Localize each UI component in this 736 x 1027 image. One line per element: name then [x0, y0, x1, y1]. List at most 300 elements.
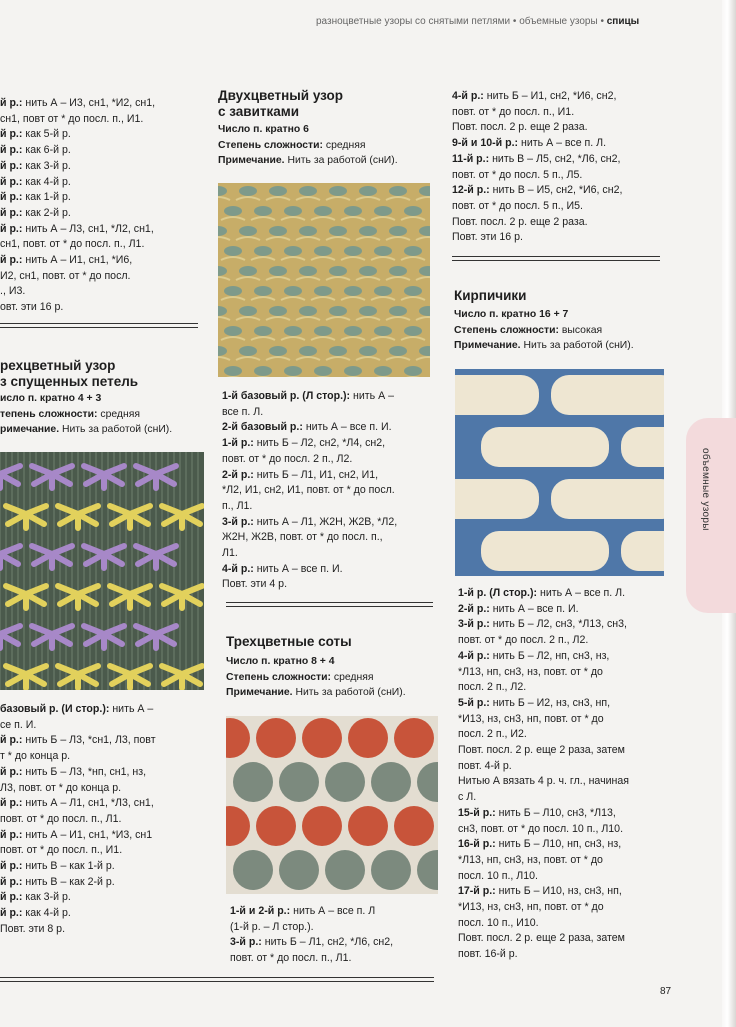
- row-text: Повт. эти 8 р.: [0, 922, 66, 935]
- swatch-three-color-dropped: [0, 452, 204, 690]
- row-text: повт. от * до посл. п., И1.: [452, 105, 575, 118]
- row-label: 3-й р.:: [230, 936, 262, 949]
- instruction-row: [458, 900, 629, 916]
- instruction-row: [0, 922, 208, 938]
- row-text: нить Б – Л2, сн2, *Л4, сн2,: [253, 437, 386, 450]
- instruction-row: [0, 222, 208, 238]
- stitch-dot: [224, 286, 242, 296]
- row-label: й р.:: [0, 222, 23, 235]
- instruction-row: [0, 718, 208, 734]
- row-text: как 4-й р.: [22, 175, 71, 188]
- instruction-row: [0, 796, 208, 812]
- row-text: *И13, нз, сн3, нп, повт. от * до: [458, 901, 604, 914]
- row-label: 3-й р.:: [222, 515, 254, 528]
- row-label: 1-й р. (Л стор.):: [458, 587, 538, 599]
- row-text: посл. 2 п., Л2.: [458, 681, 527, 694]
- stitch-dot: [344, 286, 362, 296]
- instruction-row: [0, 237, 208, 253]
- row-text: Нитью А вязать 4 р. ч. гл., начиная: [458, 775, 629, 788]
- mid-section-1-title: Двухцветный узор с завитками: [218, 88, 344, 119]
- stitch-dot: [254, 326, 272, 336]
- instruction-row: [0, 843, 208, 859]
- row-label: 4-й р.:: [222, 562, 254, 575]
- note: Примечание. Нить за работой (снИ).: [226, 687, 406, 698]
- stitch-dot: [404, 246, 422, 256]
- stitch-dot: [314, 286, 332, 296]
- instruction-row: [458, 916, 629, 932]
- stitch-dot: [224, 246, 242, 256]
- stitch-dot: [389, 226, 407, 236]
- row-label: 11-й р.:: [452, 152, 490, 165]
- row-text: нить А – все п. Л.: [518, 137, 607, 150]
- row-text: как 5-й р.: [22, 128, 71, 141]
- honeycomb-cell: [279, 762, 319, 802]
- instruction-row: [458, 633, 629, 649]
- instruction-row: [458, 617, 629, 633]
- stitch-dot: [344, 206, 362, 216]
- instruction-row: [0, 812, 208, 828]
- instruction-row: [458, 837, 629, 853]
- row-text: *И13, нз, сн3, нп, повт. от * до: [458, 712, 604, 725]
- row-label: 1-й и 2-й р.:: [230, 905, 291, 917]
- stitch-dot: [314, 366, 332, 376]
- instruction-row: [0, 143, 208, 159]
- row-text: *Л13, нп, сн3, нз, повт. от * до: [458, 853, 603, 866]
- row-text: как 1-й р.: [22, 191, 71, 204]
- row-text: нить Б – Л2, сн3, *Л13, сн3,: [489, 618, 627, 631]
- stitch-dot: [404, 326, 422, 336]
- header-breadcrumb-1: разноцветные узоры со снятыми петлями: [316, 16, 511, 27]
- difficulty: тепень сложности: средняя: [0, 408, 140, 420]
- row-text: повт. от * до посл. 5 п., И5.: [452, 199, 583, 212]
- right-rows: [458, 586, 629, 963]
- stitch-dot: [374, 246, 392, 256]
- row-label: й р.:: [0, 828, 23, 841]
- stitch-dot: [374, 206, 392, 216]
- row-text: нить А –: [109, 703, 154, 715]
- row-text: нить В – как 1-й р.: [22, 860, 115, 873]
- difficulty: Степень сложности: средняя: [218, 139, 366, 151]
- stitch-dot: [314, 326, 332, 336]
- instruction-row: [458, 586, 629, 602]
- left-top-rows: [0, 96, 208, 316]
- instruction-row: [0, 781, 208, 797]
- stitch-dot: [299, 306, 317, 316]
- row-text: нить А – Л1, сн1, *Л3, сн1,: [22, 797, 154, 810]
- honeycomb-cell: [394, 806, 434, 846]
- stitch-dot: [374, 366, 392, 376]
- row-text: И2, сн1, повт. от * до посл.: [0, 269, 131, 282]
- row-label: 16-й р.:: [458, 838, 496, 851]
- row-label: й р.:: [0, 144, 23, 157]
- right-section-title: Кирпичики: [454, 288, 527, 303]
- instruction-row: [452, 230, 622, 246]
- instruction-row: [222, 577, 397, 593]
- instruction-row: [458, 727, 629, 743]
- honeycomb-cell: [256, 806, 296, 846]
- stitch-dot: [359, 186, 377, 196]
- row-text: посл. 2 п., И2.: [458, 728, 527, 741]
- row-label: 17-й р.:: [458, 885, 496, 898]
- row-text: нить А – Л3, сн1, *Л2, сн1,: [22, 222, 154, 235]
- row-label: 12-й р.:: [452, 184, 490, 197]
- stitch-dot: [269, 266, 287, 276]
- section-divider: [0, 323, 198, 328]
- instruction-row: [452, 215, 622, 231]
- stitch-dot: [404, 206, 422, 216]
- stitch-dot: [404, 286, 422, 296]
- page-number: 87: [660, 986, 672, 997]
- stitch-dot: [224, 206, 242, 216]
- instruction-row: [0, 159, 208, 175]
- instruction-row: [458, 947, 629, 963]
- stitch-dot: [389, 266, 407, 276]
- mid-rows-2: [230, 904, 393, 967]
- instruction-row: [458, 853, 629, 869]
- instruction-row: [452, 183, 622, 199]
- row-text: повт. 16-й р.: [458, 948, 518, 961]
- stitch-dot: [314, 246, 332, 256]
- row-label: й р.:: [0, 891, 23, 904]
- instruction-row: [0, 127, 208, 143]
- row-text: нить В – Л5, сн2, *Л6, сн2,: [489, 152, 621, 165]
- instruction-row: [458, 665, 629, 681]
- row-text: нить Б – Л3, *нп, сн1, нз,: [22, 765, 147, 778]
- section-divider: [0, 977, 434, 982]
- row-text: Ж2Н, Ж2В, повт. от * до посл. п.,: [222, 531, 383, 544]
- instruction-row: [222, 389, 397, 405]
- brick: [551, 479, 664, 519]
- instruction-row: [458, 822, 629, 838]
- stitch-dot: [284, 286, 302, 296]
- section-side-tab: [686, 418, 736, 613]
- stitch-dot: [239, 306, 257, 316]
- honeycomb-cell: [233, 762, 273, 802]
- swatch-two-color-curls: [218, 183, 430, 377]
- instruction-row: [458, 602, 629, 618]
- stitch-dot: [389, 186, 407, 196]
- right-section-meta: [454, 307, 634, 354]
- honeycomb-cell: [302, 806, 342, 846]
- row-text: как 3-й р.: [22, 891, 71, 904]
- instruction-row: [230, 951, 393, 967]
- stitch-dot: [374, 286, 392, 296]
- row-text: нить А – все п. Л.: [537, 587, 626, 599]
- stitch-count: Число п. кратно 16 + 7: [454, 309, 569, 320]
- honeycomb-cell: [394, 718, 434, 758]
- instruction-row: [222, 436, 397, 452]
- row-text: нить Б – Л1, И1, сн2, И1,: [253, 468, 379, 481]
- honeycomb-cell: [233, 850, 273, 890]
- row-text: нить Б – Л3, *сн1, Л3, повт: [22, 734, 156, 747]
- row-text: Повт. посл. 2 р. еще 2 раза, затем: [458, 744, 625, 757]
- row-label: й р.:: [0, 159, 23, 172]
- instruction-row: [452, 199, 622, 215]
- row-label: 1-й р.:: [222, 437, 254, 450]
- stitch-dot: [269, 346, 287, 356]
- row-text: сн3, повт. от * до посл. 10 п., Л10.: [458, 822, 624, 835]
- instruction-row: [0, 733, 208, 749]
- instruction-row: [458, 806, 629, 822]
- instruction-row: [0, 269, 208, 285]
- row-text: как 2-й р.: [22, 206, 71, 219]
- instruction-row: [458, 931, 629, 947]
- row-text: Повт. посл. 2 р. еще 2 раза, затем: [458, 932, 625, 945]
- row-text: нить А – все п. И.: [253, 562, 343, 575]
- row-text: нить В – как 2-й р.: [22, 875, 115, 888]
- instruction-row: [222, 530, 397, 546]
- row-label: й р.:: [0, 907, 23, 920]
- row-text: т * до конца р.: [0, 750, 71, 763]
- row-text: повт. от * до посл. 2 п., Л2.: [458, 634, 589, 647]
- stitch-dot: [389, 306, 407, 316]
- row-text: посл. 10 п., Л10.: [458, 869, 538, 882]
- brick: [481, 531, 609, 571]
- row-text: се п. И.: [0, 718, 37, 731]
- stitch-dot: [314, 206, 332, 216]
- row-text: нить А – И1, сн1, *И3, сн1: [22, 828, 153, 841]
- stitch-count: Число п. кратно 8 + 4: [226, 656, 335, 667]
- instruction-row: [230, 904, 393, 920]
- stitch-dot: [359, 266, 377, 276]
- row-text: ., И3.: [0, 285, 26, 298]
- stitch-dot: [299, 226, 317, 236]
- row-text: нить В – И5, сн2, *И6, сн2,: [489, 184, 623, 197]
- stitch-dot: [254, 206, 272, 216]
- row-label: 4-й р.:: [452, 90, 484, 102]
- row-text: нить А – И1, сн1, *И6,: [22, 254, 133, 267]
- stitch-count: Число п. кратно 6: [218, 124, 309, 135]
- instruction-row: [0, 765, 208, 781]
- instruction-row: [222, 420, 397, 436]
- stitch-dot: [299, 266, 317, 276]
- row-text: нить А – все п. И.: [489, 602, 579, 615]
- row-label: 15-й р.:: [458, 806, 496, 819]
- row-text: повт. от * до посл. п., Л1.: [230, 952, 352, 965]
- brick: [621, 427, 664, 467]
- row-label: й р.:: [0, 191, 23, 204]
- row-label: 4-й р.:: [458, 649, 490, 662]
- running-header: разноцветные узоры со снятыми петлями • объемные узоры • спицы: [316, 16, 640, 27]
- instruction-row: [458, 869, 629, 885]
- row-label: базовый р. (И стор.):: [0, 703, 110, 715]
- row-text: как 6-й р.: [22, 144, 71, 157]
- instruction-row: [0, 96, 208, 112]
- stitch-dot: [269, 306, 287, 316]
- instruction-row: [222, 515, 397, 531]
- row-text: все п. Л.: [222, 405, 264, 418]
- instruction-row: [0, 890, 208, 906]
- stitch-dot: [239, 186, 257, 196]
- header-breadcrumb-2: объемные узоры: [519, 16, 598, 27]
- stitch-dot: [299, 186, 317, 196]
- row-text: с Л.: [458, 791, 477, 804]
- row-text: как 3-й р.: [22, 159, 71, 172]
- row-text: сн1, повт. от * до посл. п., Л1.: [0, 238, 145, 251]
- instruction-row: [0, 300, 208, 316]
- row-label: й р.:: [0, 254, 23, 267]
- instruction-row: [222, 452, 397, 468]
- row-label: й р.:: [0, 860, 23, 873]
- left-bottom-rows: [0, 702, 208, 938]
- note: римечание. Нить за работой (снИ).: [0, 424, 173, 435]
- row-text: нить А – Л1, Ж2Н, Ж2В, *Л2,: [253, 515, 398, 528]
- row-text: Л3, повт. от * до конца р.: [0, 781, 122, 794]
- note: Примечание. Нить за работой (снИ).: [218, 155, 398, 166]
- row-label: 2-й базовый р.:: [222, 421, 303, 434]
- stitch-dot: [344, 326, 362, 336]
- brick: [455, 375, 539, 415]
- mid-section-1-meta: [218, 122, 398, 169]
- instruction-row: [458, 759, 629, 775]
- brick: [455, 479, 539, 519]
- row-text: повт. от * до посл. п., И1.: [0, 844, 123, 857]
- instruction-row: [458, 696, 629, 712]
- swatch-bricks: [455, 369, 664, 576]
- honeycomb-cell: [371, 850, 411, 890]
- instruction-row: [452, 168, 622, 184]
- stitch-dot: [329, 186, 347, 196]
- row-label: й р.:: [0, 875, 23, 888]
- stitch-dot: [269, 186, 287, 196]
- mid-rows-1: [222, 389, 397, 593]
- row-text: повт. 4-й р.: [458, 759, 512, 772]
- note: Примечание. Нить за работой (снИ).: [454, 340, 634, 351]
- instruction-row: [0, 828, 208, 844]
- instruction-row: [0, 206, 208, 222]
- side-tab-label: объемные узоры: [700, 448, 711, 531]
- brick: [551, 375, 664, 415]
- instruction-row: [458, 743, 629, 759]
- row-text: нить Б – Л10, нп, сн3, нз,: [495, 838, 622, 851]
- instruction-row: [452, 89, 622, 105]
- stitch-dot: [329, 226, 347, 236]
- stitch-dot: [254, 366, 272, 376]
- instruction-row: [458, 712, 629, 728]
- stitch-count: исло п. кратно 4 + 3: [0, 393, 102, 404]
- stitch-dot: [239, 226, 257, 236]
- row-text: нить А –: [350, 390, 395, 402]
- brick: [481, 427, 609, 467]
- honeycomb-cell: [371, 762, 411, 802]
- instruction-row: [458, 774, 629, 790]
- row-text: как 4-й р.: [22, 907, 71, 920]
- honeycomb-cell: [302, 718, 342, 758]
- stitch-dot: [254, 286, 272, 296]
- instruction-row: [0, 875, 208, 891]
- instruction-row: [0, 190, 208, 206]
- row-text: Повт. эти 4 р.: [222, 578, 288, 591]
- row-text: нить Б – Л1, сн2, *Л6, сн2,: [261, 936, 394, 949]
- stitch-dot: [329, 306, 347, 316]
- honeycomb-cell: [325, 762, 365, 802]
- stitch-dot: [284, 246, 302, 256]
- stitch-dot: [284, 326, 302, 336]
- honeycomb-cell: [325, 850, 365, 890]
- instruction-row: [458, 884, 629, 900]
- section-divider: [452, 256, 660, 261]
- instruction-row: [230, 920, 393, 936]
- stitch-dot: [239, 346, 257, 356]
- stitch-dot: [269, 226, 287, 236]
- row-text: повт. от * до посл. п., Л1.: [0, 812, 122, 825]
- instruction-row: [0, 859, 208, 875]
- instruction-row: [0, 284, 208, 300]
- instruction-row: [222, 483, 397, 499]
- stitch-dot: [254, 246, 272, 256]
- stitch-dot: [224, 326, 242, 336]
- brick: [621, 531, 664, 571]
- instruction-row: [222, 546, 397, 562]
- stitch-dot: [404, 366, 422, 376]
- row-text: нить Б – Л2, нп, сн3, нз,: [489, 649, 610, 662]
- row-text: нить А – И3, сн1, *И2, сн1,: [22, 97, 156, 109]
- instruction-row: [222, 499, 397, 515]
- instruction-row: [452, 120, 622, 136]
- instruction-row: [0, 749, 208, 765]
- stitch-dot: [299, 346, 317, 356]
- instruction-row: [0, 112, 208, 128]
- stitch-dot: [359, 306, 377, 316]
- instruction-row: [222, 468, 397, 484]
- row-text: Л1.: [222, 547, 238, 560]
- stitch-dot: [284, 366, 302, 376]
- row-text: нить Б – И2, нз, сн3, нп,: [489, 696, 611, 709]
- stitch-dot: [344, 366, 362, 376]
- row-text: Повт. эти 16 р.: [452, 231, 523, 244]
- row-text: Повт. посл. 2 р. еще 2 раза.: [452, 121, 588, 134]
- instruction-row: [0, 702, 208, 718]
- instruction-row: [230, 935, 393, 951]
- stitch-dot: [374, 326, 392, 336]
- honeycomb-cell: [256, 718, 296, 758]
- row-label: й р.:: [0, 797, 23, 810]
- row-text: *Л2, И1, сн2, И1, повт. от * до посл.: [222, 484, 395, 497]
- honeycomb-cell: [348, 718, 388, 758]
- row-label: й р.:: [0, 97, 23, 109]
- stitch-dot: [359, 346, 377, 356]
- mid-section-2-meta: [226, 654, 406, 701]
- row-text: п., Л1.: [222, 499, 253, 512]
- left-section-meta: [0, 391, 172, 438]
- stitch-dot: [329, 346, 347, 356]
- left-section-title: рехцветный узор з спущенных петель: [0, 358, 139, 389]
- row-text: посл. 10 п., И10.: [458, 916, 539, 929]
- honeycomb-cell: [279, 850, 319, 890]
- stitch-dot: [344, 246, 362, 256]
- row-text: нить Б – Л10, сн3, *Л13,: [495, 806, 616, 819]
- row-label: 3-й р.:: [458, 618, 490, 631]
- honeycomb-cell: [348, 806, 388, 846]
- row-text: повт. от * до посл. 5 п., Л5.: [452, 168, 583, 181]
- row-label: й р.:: [0, 734, 23, 747]
- row-label: й р.:: [0, 175, 23, 188]
- header-breadcrumb-3: спицы: [606, 16, 640, 27]
- row-text: овт. эти 16 р.: [0, 301, 64, 314]
- mid-section-2-title: Трехцветные соты: [226, 634, 352, 649]
- row-text: нить А – все п. Л: [290, 905, 376, 917]
- row-label: й р.:: [0, 765, 23, 778]
- instruction-row: [0, 253, 208, 269]
- difficulty: Степень сложности: высокая: [454, 324, 603, 336]
- row-text: Повт. посл. 2 р. еще 2 раза.: [452, 215, 588, 228]
- stitch-dot: [224, 366, 242, 376]
- instruction-row: [0, 175, 208, 191]
- row-label: 1-й базовый р. (Л стор.):: [222, 390, 351, 402]
- row-text: нить Б – И1, сн2, *И6, сн2,: [483, 90, 617, 102]
- stitch-dot: [329, 266, 347, 276]
- row-text: нить Б – И10, нз, сн3, нп,: [495, 885, 622, 898]
